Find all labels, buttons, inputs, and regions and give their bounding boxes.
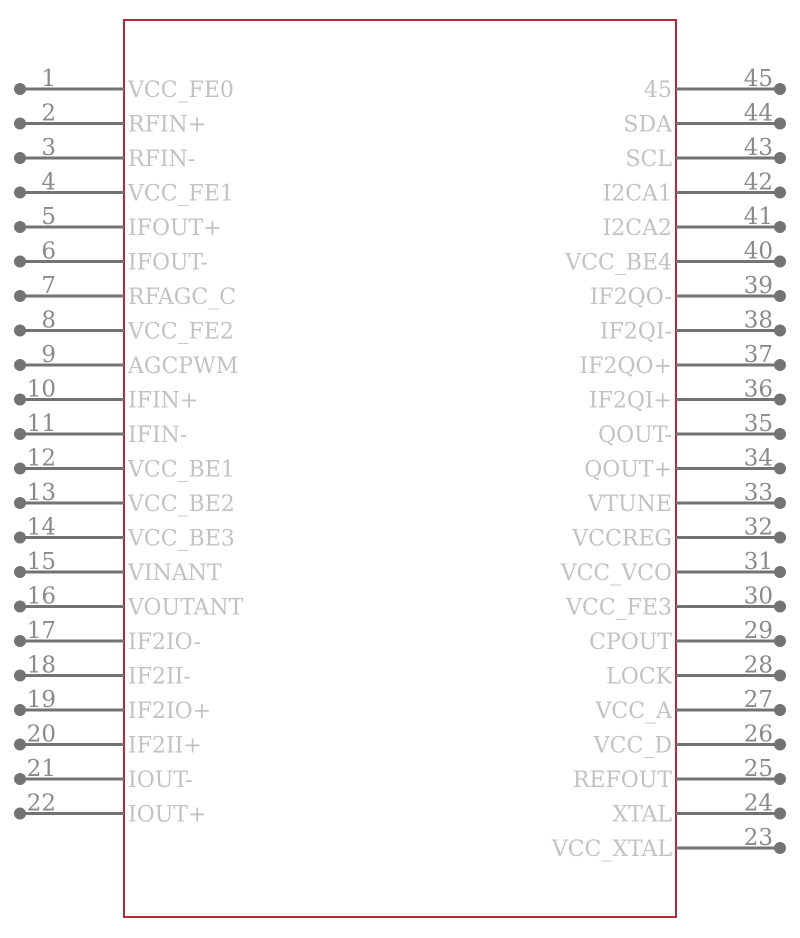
pin-endpoint-dot [774,152,786,164]
pin-number-label: 14 [26,514,56,541]
pin-name-label: RFIN- [128,147,196,172]
pin-number-label: 3 [41,135,56,161]
pin-endpoint-dot [14,221,26,233]
pin-number-label: 29 [743,618,773,644]
pin-number-label: 21 [26,756,56,782]
pin-name-label: SDA [623,112,672,138]
pin-number-label: 45 [743,66,773,92]
pin-number-label: 12 [26,445,56,472]
pin-32 [571,515,786,552]
pin-number-label: 44 [743,100,773,127]
pin-number-label: 43 [743,135,773,161]
pin-number-label: 18 [26,652,56,679]
pin-endpoint-dot [14,670,26,682]
pin-endpoint-dot [14,635,26,647]
pin-endpoint-dot [774,497,786,509]
pin-endpoint-dot [14,325,26,337]
pin-16 [14,584,244,621]
pin-39 [590,273,786,310]
pin-18 [14,653,191,690]
pin-name-label: VCC_FE0 [128,78,234,103]
pin-number-label: 2 [41,100,56,127]
pin-endpoint-dot [14,152,26,164]
pin-endpoint-dot [774,670,786,682]
pin-7 [14,273,236,310]
pin-name-label: IFOUT+ [128,216,222,241]
pin-10 [14,377,198,414]
pin-number-label: 40 [743,238,773,265]
pin-2 [14,101,206,138]
pin-endpoint-dot [774,842,786,854]
pin-3 [14,135,195,172]
pin-31 [560,549,786,586]
pin-number-label: 31 [743,549,773,575]
pin-number-label: 15 [26,549,56,575]
pin-endpoint-dot [14,601,26,613]
pin-name-label: VINANT [128,561,222,586]
pin-name-label: QOUT- [598,423,672,448]
pin-number-label: 28 [743,652,773,679]
pin-24 [612,791,786,828]
pin-number-label: 4 [41,169,56,196]
pin-number-label: 11 [26,411,56,437]
pin-name-label: VCC_BE2 [128,492,235,517]
pin-endpoint-dot [14,256,26,268]
pin-endpoint-dot [774,83,786,95]
pin-name-label: IF2II- [128,664,191,690]
pin-number-label: 26 [743,721,773,748]
pin-19 [14,687,211,724]
pin-45 [644,66,786,103]
pin-27 [595,687,786,724]
pin-endpoint-dot [14,704,26,716]
pin-name-label: REFOUT [572,768,672,793]
pin-endpoint-dot [14,118,26,130]
pin-endpoint-dot [774,566,786,578]
pin-36 [589,377,786,414]
pin-name-label: SCL [625,147,672,172]
pin-42 [603,170,786,207]
pin-number-label: 39 [743,273,773,299]
pin-number-label: 27 [743,687,773,713]
pin-26 [593,722,786,759]
pin-number-label: 34 [743,445,773,472]
pin-endpoint-dot [14,83,26,95]
pin-name-label: IOUT- [128,768,193,793]
pin-endpoint-dot [14,463,26,475]
pin-25 [573,756,786,793]
pin-endpoint-dot [774,394,786,406]
pin-name-label: VTUNE [587,492,672,517]
pin-number-label: 22 [26,790,56,817]
pin-name-label: RFIN+ [128,112,207,138]
pin-endpoint-dot [774,739,786,751]
left-pin-group [14,66,244,828]
pin-endpoint-dot [14,394,26,406]
pin-name-label: I2CA1 [602,181,672,207]
pin-name-label: VCC_A [595,699,672,724]
pin-number-label: 37 [743,342,773,368]
pin-9 [14,342,238,379]
pin-name-label: QOUT+ [584,457,672,483]
pin-name-label: VOUTANT [128,595,244,621]
pin-number-label: 36 [743,376,773,403]
pin-name-label: AGCPWM [128,354,239,379]
pin-29 [589,618,786,655]
pin-name-label: VCC_BE3 [128,526,235,552]
pin-number-label: 7 [41,273,56,299]
pin-20 [14,722,202,759]
pin-number-label: 17 [26,618,56,644]
pin-28 [606,653,786,690]
right-pin-group [551,66,786,862]
pin-number-label: 10 [26,376,56,403]
pin-name-label: IF2IO- [128,630,201,655]
pin-number-label: 1 [41,66,56,92]
pin-name-label: IF2IO+ [128,699,212,724]
pin-11 [14,411,187,448]
pin-name-label: VCC_FE2 [128,319,234,345]
pin-number-label: 32 [743,514,773,541]
pin-endpoint-dot [14,773,26,785]
pin-number-label: 38 [743,307,773,334]
pin-name-label: IF2QI+ [588,388,672,414]
pin-38 [600,308,786,345]
pin-21 [14,756,193,793]
pin-17 [14,618,201,655]
pin-endpoint-dot [774,325,786,337]
pin-name-label: XTAL [612,802,672,828]
pin-41 [603,204,786,241]
pin-6 [14,239,208,276]
pin-number-label: 33 [743,480,773,506]
pin-name-label: CPOUT [589,630,672,655]
pin-name-label: IF2II+ [128,733,202,759]
pin-name-label: IFIN+ [128,388,199,414]
pin-endpoint-dot [774,118,786,130]
pin-44 [623,101,786,138]
pin-endpoint-dot [774,290,786,302]
pin-number-label: 25 [743,756,773,782]
pin-endpoint-dot [774,428,786,440]
pin-23 [551,825,786,862]
pin-name-label: I2CA2 [602,216,672,241]
pin-endpoint-dot [14,739,26,751]
pin-number-label: 8 [41,307,56,334]
pin-number-label: 19 [26,687,56,713]
pin-endpoint-dot [774,601,786,613]
pin-name-label: 45 [644,78,672,103]
pin-number-label: 13 [26,480,56,506]
pin-43 [625,135,786,172]
pin-number-label: 35 [743,411,773,437]
pin-name-label: IFIN- [128,423,188,448]
pin-number-label: 6 [41,238,56,265]
pin-name-label: IF2QO- [589,285,672,310]
pin-35 [598,411,786,448]
pin-endpoint-dot [14,532,26,544]
pin-name-label: VCC_BE1 [128,457,235,483]
pin-name-label: VCC_FE1 [128,181,234,207]
pin-number-label: 42 [743,169,773,196]
pin-endpoint-dot [14,359,26,371]
pin-22 [14,791,206,828]
pin-name-label: LOCK [606,664,672,690]
pin-endpoint-dot [774,187,786,199]
pin-endpoint-dot [774,635,786,647]
pin-endpoint-dot [774,463,786,475]
pin-number-label: 30 [743,583,773,610]
pin-number-label: 41 [743,204,773,230]
pin-name-label: VCC_D [593,733,672,759]
pin-endpoint-dot [14,428,26,440]
pin-name-label: IOUT+ [128,802,207,828]
pin-33 [587,480,786,517]
pin-endpoint-dot [774,773,786,785]
pin-name-label: VCC_XTAL [551,837,672,862]
pin-endpoint-dot [14,290,26,302]
pin-endpoint-dot [774,808,786,820]
pin-number-label: 23 [743,825,773,851]
pin-endpoint-dot [774,256,786,268]
pin-name-label: VCCREG [572,526,672,552]
pin-number-label: 9 [41,342,56,368]
pin-37 [580,342,786,379]
pin-endpoint-dot [774,359,786,371]
pin-name-label: VCC_BE4 [565,250,672,276]
pin-name-label: RFAGC_C [128,285,237,310]
pin-endpoint-dot [14,187,26,199]
pin-name-label: VCC_VCO [560,561,672,586]
pin-endpoint-dot [14,808,26,820]
pin-endpoint-dot [14,497,26,509]
pin-number-label: 20 [26,721,56,748]
pin-endpoint-dot [14,566,26,578]
pin-endpoint-dot [774,532,786,544]
pin-name-label: VCC_FE3 [566,595,672,621]
pin-name-label: IFOUT- [128,250,208,276]
pin-endpoint-dot [774,704,786,716]
pin-number-label: 16 [26,583,56,610]
pin-name-label: IF2QI- [599,319,672,345]
pin-15 [14,549,222,586]
pin-number-label: 24 [743,790,773,817]
pin-number-label: 5 [41,204,56,230]
pin-34 [584,446,786,483]
pin-5 [14,204,222,241]
pin-name-label: IF2QO+ [579,354,672,379]
pin-endpoint-dot [774,221,786,233]
